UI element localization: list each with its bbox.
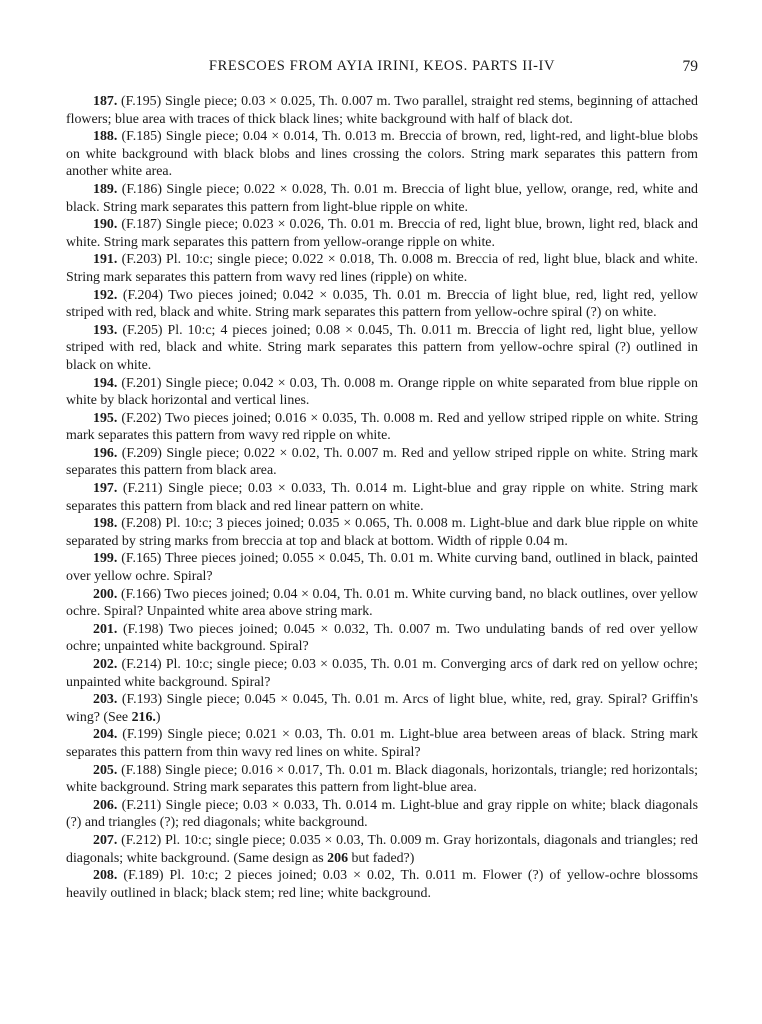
catalogue-entry xyxy=(66,656,698,691)
catalogue-entry xyxy=(66,867,698,902)
catalogue-entry xyxy=(66,691,698,726)
entry-text: (F.209) Single piece; 0.022 × 0.02, Th. 0.007 m. Red and yellow striped ripple on white. String mark separates this pattern from black area. xyxy=(66,445,698,479)
catalogue-entry xyxy=(66,287,698,322)
entry-text: (F.193) Single piece; 0.045 × 0.045, Th. 0.01 m. Arcs of light blue, white, red, gray. Spiral? Griffin's wing? (See xyxy=(66,692,698,725)
catalogue-entries xyxy=(66,93,698,902)
entry-text: (F.205) Pl. 10:c; 4 pieces joined; 0.08 × 0.045, Th. 0.011 m. Breccia of light red, light blue, yellow striped with red, black and white. String mark separates this pattern from yellow-ochre spiral (?) outlined in black on white. xyxy=(66,322,698,373)
entry-text: (F.211) Single piece; 0.03 × 0.033, Th. 0.014 m. Light-blue and gray ripple on white. String mark separates this pattern from black and red linear pattern on white. xyxy=(66,481,698,514)
cross-reference: 216. xyxy=(131,709,156,725)
catalogue-entry xyxy=(66,128,698,181)
entry-text: (F.202) Two pieces joined; 0.016 × 0.035, Th. 0.008 m. Red and yellow striped ripple on white. String mark separates this pattern from wavy red ripple on white. xyxy=(66,410,698,444)
entry-text: (F.186) Single piece; 0.022 × 0.028, Th. 0.01 m. Breccia of light blue, yellow, orange, red, white and black. String mark separates this pattern from light-blue ripple on white. xyxy=(66,181,698,215)
entry-number: 199. xyxy=(93,551,118,567)
entry-number: 187. xyxy=(93,94,118,109)
entry-number: 193. xyxy=(93,322,118,338)
catalogue-entry xyxy=(66,93,698,128)
entry-text: (F.195) Single piece; 0.03 × 0.025, Th. 0.007 m. Two parallel, straight red stems, beginning of attached flowers; blue area with traces of thick black lines; white background with half of black dot. xyxy=(66,94,698,127)
entry-number: 206. xyxy=(93,797,118,813)
entry-text: (F.208) Pl. 10:c; 3 pieces joined; 0.035 × 0.065, Th. 0.008 m. Light-blue and dark blue ripple on white separated by string marks from breccia at top and black at bottom. Width of ripple 0.04 m. xyxy=(66,516,698,549)
catalogue-entry xyxy=(66,445,698,480)
entry-text: (F.214) Pl. 10:c; single piece; 0.03 × 0.035, Th. 0.01 m. Converging arcs of dark red on yellow ochre; unpainted white background. Spiral? xyxy=(66,657,698,690)
catalogue-entry xyxy=(66,375,698,410)
catalogue-entry xyxy=(66,181,698,216)
entry-text: (F.188) Single piece; 0.016 × 0.017, Th. 0.01 m. Black diagonals, horizontals, triangle; red horizontals; white background. String mark separates this pattern from light-blue area. xyxy=(66,762,698,796)
entry-number: 188. xyxy=(93,129,118,145)
entry-text-tail: ) xyxy=(155,709,161,725)
entry-text: (F.212) Pl. 10:c; single piece; 0.035 × 0.03, Th. 0.009 m. Gray horizontals, diagonals and triangles; red diagonals; white background. (Same design as xyxy=(66,832,698,866)
entry-number: 198. xyxy=(93,516,118,532)
entry-number: 201. xyxy=(93,621,118,637)
catalogue-entry xyxy=(66,515,698,550)
entry-number: 203. xyxy=(93,692,118,708)
entry-text: (F.189) Pl. 10:c; 2 pieces joined; 0.03 × 0.02, Th. 0.011 m. Flower (?) of yellow-ochre blossoms heavily outlined in black; black stem; red line; white background. xyxy=(66,868,698,901)
entry-number: 191. xyxy=(93,252,118,268)
cross-reference: 206 xyxy=(327,850,349,866)
catalogue-entry xyxy=(66,216,698,251)
catalogue-entry xyxy=(66,621,698,656)
entry-text: (F.203) Pl. 10:c; single piece; 0.022 × 0.018, Th. 0.008 m. Breccia of red, light blue, black and white. String mark separates this pattern from wavy red lines (ripple) on white. xyxy=(66,252,698,285)
catalogue-entry xyxy=(66,797,698,832)
entry-number: 208. xyxy=(93,868,118,884)
entry-number: 190. xyxy=(93,217,118,233)
catalogue-entry xyxy=(66,410,698,445)
catalogue-entry xyxy=(66,762,698,797)
entry-text: (F.201) Single piece; 0.042 × 0.03, Th. 0.008 m. Orange ripple on white separated from blue ripple on white by black horizontal and vertical lines. xyxy=(66,375,698,409)
entry-text: (F.211) Single piece; 0.03 × 0.033, Th. 0.014 m. Light-blue and gray ripple on white; black diagonals (?) and triangles (?); red diagonals; white background. xyxy=(66,797,698,831)
entry-text: (F.165) Three pieces joined; 0.055 × 0.045, Th. 0.01 m. White curving band, outlined in black, painted over yellow ochre. Spiral? xyxy=(66,551,698,585)
entry-number: 192. xyxy=(93,287,118,303)
catalogue-entry xyxy=(66,726,698,761)
entry-number: 205. xyxy=(93,762,118,778)
catalogue-entry xyxy=(66,480,698,515)
entry-number: 197. xyxy=(93,481,118,497)
entry-text: (F.166) Two pieces joined; 0.04 × 0.04, Th. 0.01 m. White curving band, no black outlines, over yellow ochre. Spiral? Unpainted white area above string mark. xyxy=(66,586,698,620)
catalogue-entry xyxy=(66,550,698,585)
entry-number: 194. xyxy=(93,375,118,391)
entry-number: 189. xyxy=(93,181,118,197)
entry-text: (F.198) Two pieces joined; 0.045 × 0.032, Th. 0.007 m. Two undulating bands of red over yellow ochre; unpainted white background. Spiral? xyxy=(66,621,698,655)
entry-text: (F.185) Single piece; 0.04 × 0.014, Th. 0.013 m. Breccia of brown, red, light-red, and light-blue blobs on white background with black blobs and lines crossing the colors. String mark separates this pattern from another white area. xyxy=(66,129,698,180)
entry-number: 200. xyxy=(93,586,118,602)
entry-number: 207. xyxy=(93,832,118,848)
page-number: 79 xyxy=(682,58,698,75)
catalogue-entry xyxy=(66,322,698,375)
entry-number: 195. xyxy=(93,410,118,426)
running-title: FRESCOES FROM AYIA IRINI, KEOS. PARTS II-IV xyxy=(208,58,556,74)
catalogue-entry xyxy=(66,586,698,621)
page-header xyxy=(66,58,698,80)
entry-text: (F.187) Single piece; 0.023 × 0.026, Th. 0.01 m. Breccia of red, light blue, brown, light red, black and white. String mark separates this pattern from yellow-orange ripple on white. xyxy=(66,217,698,250)
catalogue-entry xyxy=(66,832,698,867)
entry-number: 204. xyxy=(93,727,118,743)
catalogue-entry xyxy=(66,251,698,286)
entry-text: (F.204) Two pieces joined; 0.042 × 0.035, Th. 0.01 m. Breccia of light blue, red, light red, yellow striped with red, black and white. String mark separates this pattern from yellow-ochre spiral (?) on white. xyxy=(66,287,698,321)
entry-number: 202. xyxy=(93,657,118,672)
entry-text-tail: but faded?) xyxy=(348,850,415,866)
entry-number: 196. xyxy=(93,445,118,461)
entry-text: (F.199) Single piece; 0.021 × 0.03, Th. 0.01 m. Light-blue area between areas of black. String mark separates this pattern from thin wavy red lines on white. Spiral? xyxy=(66,727,698,760)
